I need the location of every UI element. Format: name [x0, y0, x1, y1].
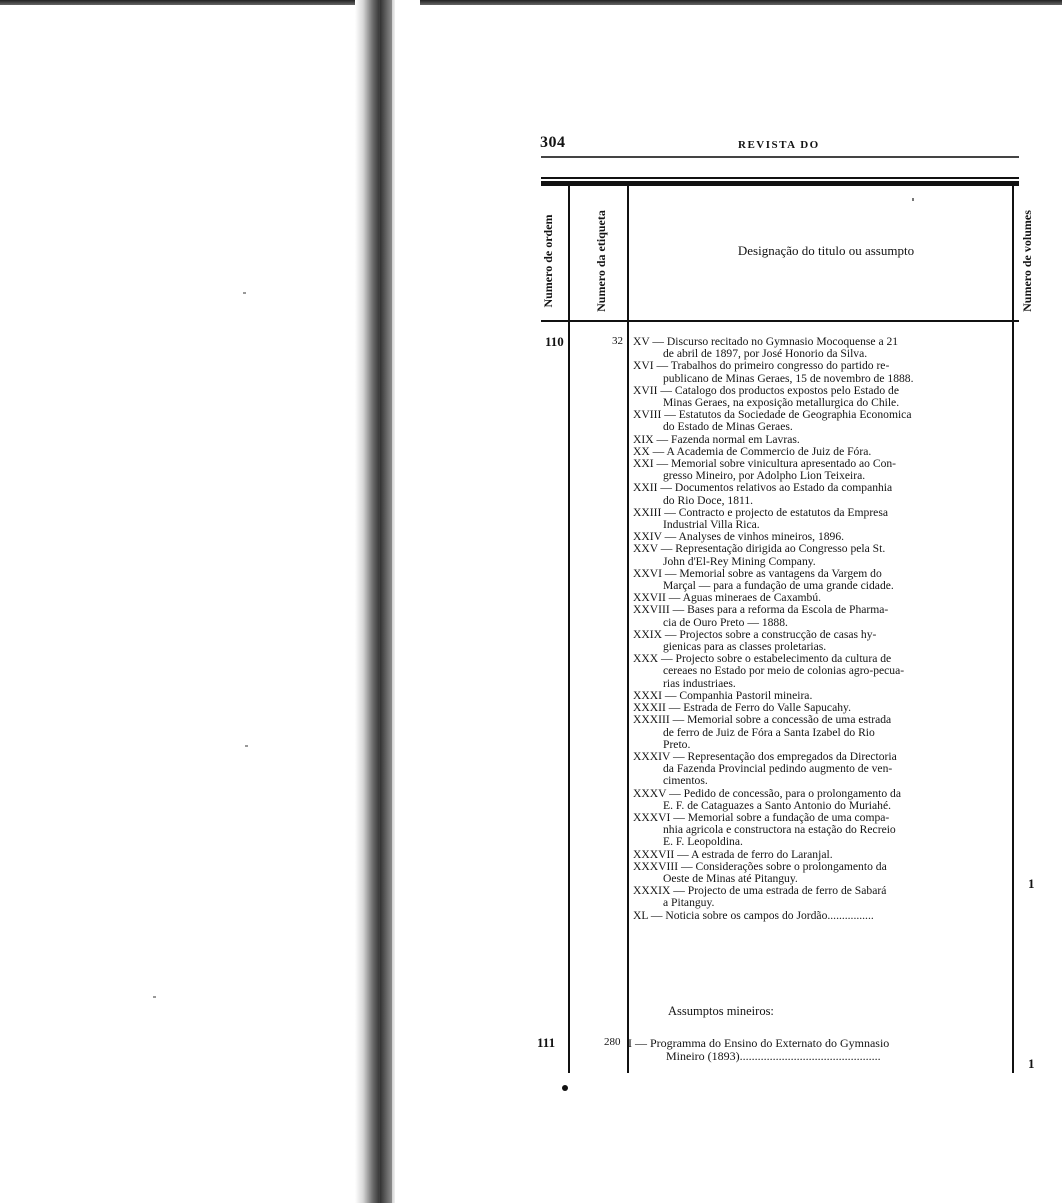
- entry-line: XXVIII — Bases para a reforma da Escola de Pharma-: [633, 603, 889, 617]
- catalog-entry: [633, 507, 1011, 531]
- catalog-entry: [633, 629, 1011, 653]
- entry-line: XVI — Trabalhos do primeiro congresso do partido re-: [633, 359, 890, 373]
- etiqueta-number: 280: [604, 1036, 621, 1048]
- entry-line-continuation: E. F. Leopoldina.: [663, 835, 743, 849]
- entry-line: XVII — Catalogo dos productos expostos pelo Estado de: [633, 383, 899, 397]
- entry-line-continuation: E. F. de Cataguazes a Santo Antonio do Muriahé.: [663, 798, 892, 812]
- column-divider: [627, 186, 629, 1073]
- scan-speck: [245, 745, 248, 747]
- entry-line: XIX — Fazenda normal em Lavras.: [633, 432, 800, 446]
- entry-list: [633, 336, 1011, 922]
- catalog-entry: [633, 604, 1011, 628]
- entry-111: [628, 1037, 1011, 1063]
- section-subheading: Assumptos mineiros:: [668, 1004, 774, 1018]
- catalog-entry: [633, 568, 1011, 592]
- entry-line: XXXIV — Representação dos empregados da Directoria: [633, 749, 897, 763]
- print-mark: [912, 198, 914, 201]
- entry-line-continuation: de ferro de Juiz de Fóra a Santa Izabel do Rio: [663, 725, 875, 739]
- entry-line-continuation: rias industriaes.: [663, 676, 736, 690]
- entry-line-continuation: Oeste de Minas até Pitanguy.: [663, 871, 798, 885]
- scan-speck: [153, 996, 156, 998]
- entry-line: XXVII — Aguas mineraes de Caxambú.: [633, 591, 822, 605]
- scan-speck: [243, 292, 246, 294]
- column-header-volumes: Numero de volumes: [1020, 210, 1034, 312]
- entry-line: XXIV — Analyses de vinhos mineiros, 1896.: [633, 530, 845, 544]
- entry-line: XXX — Projecto sobre o estabelecimento da cultura de: [633, 652, 892, 666]
- entry-line-continuation: Marçal — para a fundação de uma grande cidade.: [663, 579, 894, 593]
- catalog-entry: [633, 812, 1011, 849]
- entry-line-continuation: Mineiro (1893)...............................................: [666, 1049, 881, 1063]
- entry-line-continuation: do Rio Doce, 1811.: [663, 493, 754, 507]
- column-divider: [568, 186, 570, 1073]
- scan-top-gap: [395, 0, 420, 5]
- ink-dot: [562, 1085, 568, 1091]
- catalog-entry: [633, 482, 1011, 506]
- catalog-entry: [633, 885, 1011, 909]
- entry-line: XV — Discurso recitado no Gymnasio Mocoquense a 21: [633, 335, 899, 348]
- catalog-entry: [633, 910, 1011, 922]
- catalog-entry: [633, 861, 1011, 885]
- volumes-count: 1: [1028, 1056, 1035, 1071]
- ordem-number: 110: [545, 334, 564, 349]
- entry-line: XXXIX — Projecto de uma estrada de ferro de Sabará: [633, 884, 887, 898]
- catalog-entry: [633, 385, 1011, 409]
- catalog-entry: [633, 409, 1011, 433]
- column-header-ordem: Numero de ordem: [541, 214, 555, 308]
- entry-line-continuation: do Estado de Minas Geraes.: [663, 420, 793, 434]
- entry-line-continuation: Industrial Villa Rica.: [663, 518, 760, 532]
- entry-line: XXXII — Estrada de Ferro do Valle Sapucahy.: [633, 701, 851, 715]
- catalog-entry: [633, 336, 1011, 360]
- entry-line: XVIII — Estatutos da Sociedade de Geographia Economica: [633, 408, 912, 422]
- entry-line: XXIII — Contracto e projecto de estatutos da Empresa: [633, 505, 888, 519]
- scan-top-edge: [0, 0, 1062, 5]
- catalog-entry: [633, 543, 1011, 567]
- entry-line-continuation: Minas Geraes, na exposição metallurgica do Chile.: [663, 396, 900, 410]
- entry-line: XXXVII — A estrada de ferro do Laranjal.: [633, 847, 833, 861]
- table-top-rule-thick: [541, 181, 1019, 186]
- entry-line: XXXVI — Memorial sobre a fundação de uma compa-: [633, 810, 890, 824]
- volumes-count: 1: [1028, 876, 1035, 891]
- entry-line-continuation: publicano de Minas Geraes, 15 de novembro de 1888.: [663, 371, 914, 385]
- running-title: REVISTA DO: [738, 139, 820, 151]
- catalog-entry: [633, 751, 1011, 788]
- column-header-etiqueta: Numero da etiqueta: [594, 210, 608, 312]
- entry-line: XXXV — Pedido de concessão, para o prolongamento da: [633, 786, 901, 800]
- column-divider: [1012, 186, 1014, 1073]
- catalog-entry: [633, 788, 1011, 812]
- entry-line-continuation: cia de Ouro Preto — 1888.: [663, 615, 788, 629]
- entry-line: XXVI — Memorial sobre as vantagens da Vargem do: [633, 566, 882, 580]
- entry-line: XXXIII — Memorial sobre a concessão de uma estrada: [633, 713, 892, 727]
- entry-line-continuation: cereaes no Estado por meio de colonias agro-pecua-: [663, 664, 905, 678]
- entry-line-continuation: cimentos.: [663, 774, 708, 788]
- book-binding-edge: [380, 0, 392, 1203]
- entry-line-continuation: nhia agricola e constructora na estação do Recreio: [663, 823, 896, 837]
- entry-line: XXXVIII — Considerações sobre o prolongamento da: [633, 859, 887, 873]
- entry-line-continuation: Preto.: [663, 737, 691, 751]
- catalog-entry: [633, 360, 1011, 384]
- entry-line: XXIX — Projectos sobre a construcção de casas hy-: [633, 627, 877, 641]
- entry-line-continuation: de abril de 1897, por José Honorio da Silva.: [663, 347, 868, 361]
- entry-line: XXI — Memorial sobre vinicultura apresentado ao Con-: [633, 457, 897, 471]
- entry-line-continuation: da Fazenda Provincial pedindo augmento de ven-: [663, 762, 893, 776]
- entry-line: XXV — Representação dirigida ao Congresso pela St.: [633, 542, 886, 556]
- header-rule: [541, 156, 1019, 158]
- entry-line: XXXI — Companhia Pastoril mineira.: [633, 688, 813, 702]
- entry-line: XXII — Documentos relativos ao Estado da companhia: [633, 481, 893, 495]
- entry-line-continuation: gienicas para as classes proletarias.: [663, 640, 827, 654]
- etiqueta-number: 32: [612, 335, 623, 347]
- column-header-designacao: Designação do titulo ou assumpto: [737, 243, 915, 258]
- table-top-rule: [541, 177, 1019, 179]
- entry-line: I — Programma do Ensino do Externato do Gymnasio: [628, 1036, 890, 1050]
- entry-line-continuation: a Pitanguy.: [663, 896, 715, 910]
- entry-line-continuation: gresso Mineiro, por Adolpho Lion Teixeira.: [663, 469, 866, 483]
- catalog-entry: [633, 714, 1011, 751]
- catalog-entry: [633, 458, 1011, 482]
- page-number: 304: [540, 134, 566, 151]
- catalog-entry: [633, 653, 1011, 690]
- entry-line-continuation: John d'El-Rey Mining Company.: [663, 554, 816, 568]
- ordem-number: 111: [537, 1035, 556, 1050]
- entry-line: XL — Noticia sobre os campos do Jordão................: [633, 908, 874, 922]
- entry-line: XX — A Academia de Commercio de Juiz de Fóra.: [633, 444, 872, 458]
